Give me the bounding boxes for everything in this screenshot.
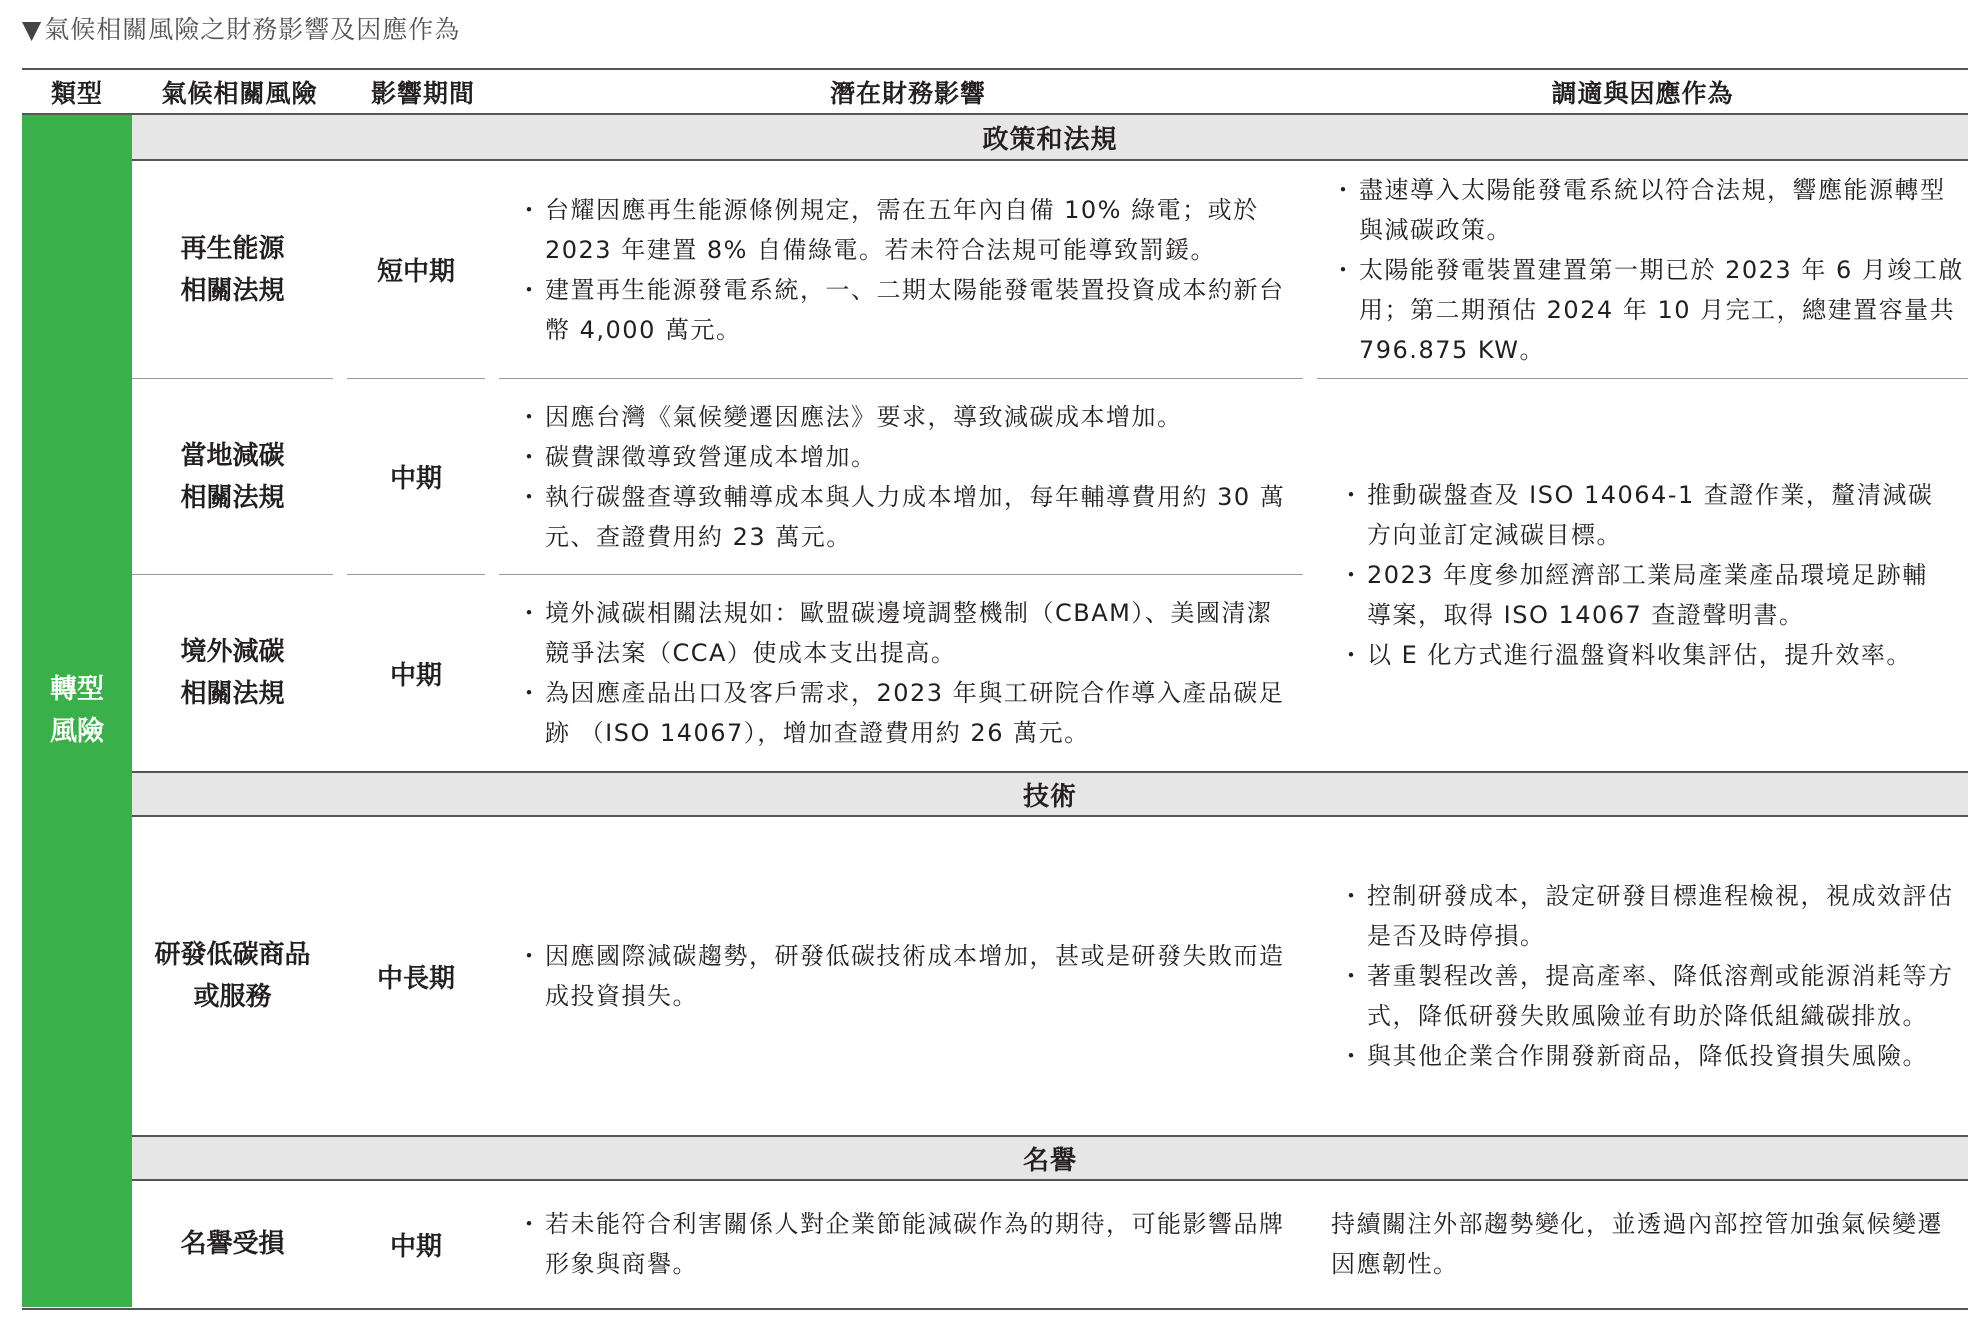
list-item: ・ 推動碳盤查及 ISO 14064-1 查證作業，釐清減碳方向並訂定減碳目標。	[1339, 475, 1944, 555]
header-impact: 潛在財務影響	[499, 70, 1317, 115]
response-rnd	[1317, 817, 1968, 1135]
response-reputation-text: 持續關注外部趨勢變化，並透過內部控管加強氣候變遷因應韌性。	[1331, 1210, 1943, 1278]
risk-renewable-line-1: 再生能源	[180, 233, 285, 264]
category-transition-risk	[22, 115, 132, 1307]
header-period: 影響期間	[347, 70, 499, 115]
risk-local	[132, 379, 333, 575]
risk-reputation: 名譽受損	[180, 1229, 285, 1259]
risk-overseas-line-2: 相關法規	[180, 679, 285, 709]
list-item: ・ 控制研發成本，設定研發目標進程檢視，視成效評估是否及時停損。	[1339, 876, 1964, 956]
list-item: ・ 太陽能發電裝置建置第一期已於 2023 年 6 月竣工啟用；第二期預估 2024 年 10 月完工，總建置容量共 796.875 KW。	[1331, 250, 1964, 370]
list-item: ・ 建置再生能源發電系統，一、二期太陽能發電裝置投資成本約新台幣 4,000 萬元。	[517, 270, 1293, 350]
period-reputation: 中期	[389, 1231, 442, 1262]
period-renewable: 短中期	[347, 161, 485, 379]
impact-local	[499, 379, 1303, 575]
impact-reputation	[499, 1181, 1303, 1307]
response-reputation	[1317, 1181, 1968, 1307]
risk-renewable-line-2: 相關法規	[180, 275, 285, 306]
section-policy: 政策和法規	[132, 115, 1968, 161]
risk-local-line-1: 當地減碳	[180, 440, 285, 471]
list-item: ・ 2023 年度參加經濟部工業局產業產品環境足跡輔導案，取得 ISO 14067 查證聲明書。	[1339, 555, 1944, 635]
period-rnd: 中長期	[376, 963, 455, 994]
response-emission-regulations	[1317, 379, 1968, 771]
category-line-1: 轉型	[50, 674, 104, 705]
risk-rnd-line-1: 研發低碳商品	[154, 940, 311, 970]
impact-renewable	[499, 161, 1303, 379]
period-local: 中期	[347, 379, 485, 575]
caption-text: 氣候相關風險之財務影響及因應作為	[44, 15, 461, 44]
response-renewable	[1317, 161, 1968, 379]
list-item: ・ 若未能符合利害關係人對企業節能減碳作為的期待，可能影響品牌形象與商譽。	[517, 1204, 1293, 1284]
section-technology: 技術	[132, 771, 1968, 817]
list-item: ・ 為因應產品出口及客戶需求，2023 年與工研院合作導入產品碳足跡 （ISO 14067），增加查證費用約 26 萬元。	[517, 673, 1293, 753]
climate-risk-table	[22, 68, 1968, 1310]
risk-local-line-2: 相關法規	[180, 482, 285, 513]
impact-rnd	[499, 817, 1303, 1135]
table-caption	[22, 10, 460, 50]
list-item: ・ 盡速導入太陽能發電系統以符合法規，響應能源轉型與減碳政策。	[1331, 170, 1964, 250]
impact-overseas	[499, 575, 1303, 771]
list-item: ・ 與其他企業合作開發新商品，降低投資損失風險。	[1339, 1036, 1964, 1076]
risk-overseas-line-1: 境外減碳	[180, 637, 285, 667]
header-type: 類型	[22, 70, 132, 115]
header-response: 調適與因應作為	[1317, 70, 1968, 115]
risk-rnd	[132, 817, 333, 1135]
risk-rnd-line-2: 或服務	[193, 982, 272, 1012]
list-item: ・ 因應台灣《氣候變遷因應法》要求，導致減碳成本增加。	[517, 397, 1293, 437]
section-reputation: 名譽	[132, 1135, 1968, 1181]
period-overseas: 中期	[389, 660, 442, 691]
category-line-2: 風險	[50, 716, 104, 747]
list-item: ・ 台耀因應再生能源條例規定，需在五年內自備 10% 綠電；或於 2023 年建置 8% 自備綠電。若未符合法規可能導致罰鍰。	[517, 190, 1293, 270]
list-item: ・ 以 E 化方式進行溫盤資料收集評估，提升效率。	[1339, 635, 1944, 675]
triangle-down-icon: ▼	[22, 15, 43, 44]
risk-renewable	[132, 161, 333, 379]
header-risk: 氣候相關風險	[132, 70, 347, 115]
list-item: ・ 境外減碳相關法規如：歐盟碳邊境調整機制（CBAM）、美國清潔競爭法案（CCA）使成本支出提高。	[517, 593, 1293, 673]
list-item: ・ 碳費課徵導致營運成本增加。	[517, 437, 1293, 477]
list-item: ・ 執行碳盤查導致輔導成本與人力成本增加，每年輔導費用約 30 萬元、查證費用約 23 萬元。	[517, 477, 1293, 557]
risk-overseas	[132, 575, 333, 771]
list-item: ・ 因應國際減碳趨勢，研發低碳技術成本增加，甚或是研發失敗而造成投資損失。	[517, 936, 1293, 1016]
list-item: ・ 著重製程改善，提高產率、降低溶劑或能源消耗等方式，降低研發失敗風險並有助於降低組織碳排放。	[1339, 956, 1964, 1036]
